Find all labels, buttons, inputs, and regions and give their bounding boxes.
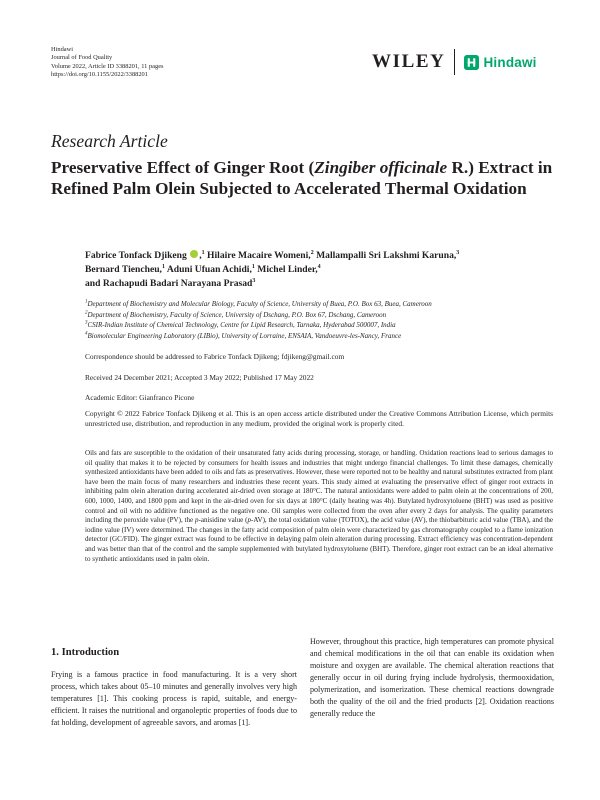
author-list: [85, 249, 555, 290]
affiliation-num: 2: [85, 310, 88, 316]
abstract-text: -anisidine value (: [198, 516, 248, 525]
intro-left-column: Frying is a famous practice in food manufacturing. It is a very short process, which takes about 05–10 minutes and generally involves very high temperatures [1]. This cooking process is rapid, suitable, and energy-efficient. It raises the nutritional and organoleptic properties of foods due to fat holding, development of agreeable savors, and aromas [1].: [51, 670, 297, 728]
volume-line: Volume 2022, Article ID 3388201, 11 pages: [51, 62, 164, 70]
affiliation-num: 1: [85, 299, 88, 305]
author-name[interactable]: Mallampalli Sri Lakshmi Karuna,: [316, 250, 457, 261]
affiliation-num: 4: [85, 331, 88, 337]
correspondence: Correspondence should be addressed to Fabrice Tonfack Djikeng; fdjikeng@gmail.com: [85, 352, 345, 361]
publisher-logos: [372, 48, 537, 76]
affiliation-item: [85, 320, 555, 331]
logo-divider: [454, 49, 455, 75]
affiliation-num: 3: [85, 320, 88, 326]
affiliation-text: Department of Biochemistry, Faculty of Science, University of Dschang, P.O. Box 67, Dschang, Cameroon: [87, 310, 387, 319]
affiliations: [85, 299, 555, 341]
abstract-italic: p: [194, 516, 199, 525]
author-name[interactable]: and Rachapudi Badari Narayana Prasad: [85, 277, 253, 289]
author-name[interactable]: Hilaire Macaire Womeni,: [207, 250, 311, 261]
journal-name: Journal of Food Quality: [51, 54, 113, 62]
article-dates: Received 24 December 2021; Accepted 3 May 2022; Published 17 May 2022: [85, 373, 314, 382]
journal-info: [51, 46, 164, 79]
copyright-notice: Copyright © 2022 Fabrice Tonfack Djikeng et al. This is an open access article distributed under the Creative Commons Attribution License, which permits unrestricted use, distribution, and reproduction in any medium, provided the original work is properly cited.: [85, 409, 553, 429]
article-title: [51, 158, 561, 199]
title-part1: Preservative Effect of Ginger Root (: [51, 158, 315, 177]
author-aff: 4: [317, 263, 321, 270]
affiliation-item: [85, 310, 555, 321]
author-name[interactable]: Fabrice Tonfack Djikeng: [85, 250, 187, 261]
author-aff: 1: [161, 263, 165, 270]
wiley-logo: WILEY: [372, 51, 446, 72]
affiliation-item: [85, 331, 555, 342]
abstract-italic: p: [247, 516, 251, 525]
author-name[interactable]: Bernard Tiencheu,: [85, 263, 162, 275]
academic-editor: Academic Editor: Gianfranco Picone: [85, 393, 195, 402]
abstract: [85, 449, 553, 564]
affiliation-text: CSIR-Indian Institute of Chemical Technology, Centre for Lipid Research, Tarnaka, Hyderabad 500007, India: [87, 321, 396, 329]
article-type: Research Article: [51, 131, 168, 151]
affiliation-text: Department of Biochemistry and Molecular Biology, Faculty of Science, University of Buea, P.O. Box 63, Buea, Cameroon: [87, 300, 432, 308]
intro-right-column: However, throughout this practice, high temperatures can promote physical and chemical modifications in the oil that can enable its oxidation when moisture and oxygen are available. The chemical alteration reactions that generally occur in oil during frying include hydrolysis, thermooxidation, polymerization, and isomerization. These chemical reactions downgrade both the quality of the oil and the fried products [2]. Oxidation reactions generally reduce the: [310, 637, 554, 719]
author-name[interactable]: Michel Linder,: [257, 263, 318, 275]
author-aff: 1: [201, 249, 205, 256]
abstract-text: -AV), the total oxidation value (TOTOX), the acid value (AV), the thiobarbituric acid value (TBA), and the iodine value (IV) were determined. The changes in the fatty acid composition of palm olein were characterized by gas chromatography coupled to a flame ionization detector (GC/FID). The ginger extract was found to be effective in delaying palm olein alteration during processing. Extract efficiency was concentration-dependent and was better than that of the control and the sample supplemented with butylated hydroxytoluene (BHT). Therefore, ginger root extract can be an ideal alternative to synthetic antioxidants used in palm olein.: [85, 516, 553, 563]
abstract-text: Oils and fats are susceptible to the oxidation of their unsaturated fatty acids during processing, storage, or handling. Oxidation reactions lead to serious damages to oil quality that makes it to be rejected by consumers for health issues and industries that might undergo financial challenges. To limit these damages, chemically synthesized antioxidants have been added to oils and fats as preservatives. However, these were reported not to be healthy and natural substitutes extracted from plant have been the main focus of many researchers and industries these recent years. This study aimed at evaluating the preservative effect of ginger root extracts in inhibiting palm olein alteration during accelerated air-dried oven storage at 180°C. The natural antioxidants were added to palm olein at the concentrations of 200, 600, 1000, 1400, and 1800 ppm and kept in the air-dried oven for six days at 180°C (daily heating was 4h). Butylated hydroxytoluene (BHT) was used as positive control and oil with no additive functioned as the negative one. Oil samples were collected from the oven after every 2 days for analysis. The quality parameters including the peroxide value (PV), the: [85, 449, 553, 525]
author-aff: 2: [310, 249, 314, 256]
title-part2: R.) Extract in Refined Palm Olein Subjected to Accelerated Thermal Oxidation: [51, 158, 553, 198]
section-heading-introduction: 1. Introduction: [51, 647, 120, 658]
author-aff: 1: [251, 263, 255, 270]
publisher-line: Hindawi: [51, 46, 74, 53]
author-aff: 3: [252, 277, 256, 284]
affiliation-item: [85, 299, 555, 310]
author-sep: ,: [199, 250, 202, 261]
hindawi-logo-icon: [464, 55, 479, 70]
hindawi-logo: Hindawi: [483, 54, 537, 70]
author-name[interactable]: Aduni Ufuan Achidi,: [166, 263, 252, 275]
affiliation-text: Biomolecular Engineering Laboratory (LIBio), University of Lorraine, ENSAIA, Vandoeuvre-les-Nancy, France: [87, 331, 402, 340]
doi-link[interactable]: https://doi.org/10.1155/2022/3388201: [51, 70, 148, 78]
orcid-icon[interactable]: [190, 250, 198, 258]
title-species: Zingiber officinale: [314, 158, 448, 177]
author-aff: 3: [456, 249, 460, 256]
